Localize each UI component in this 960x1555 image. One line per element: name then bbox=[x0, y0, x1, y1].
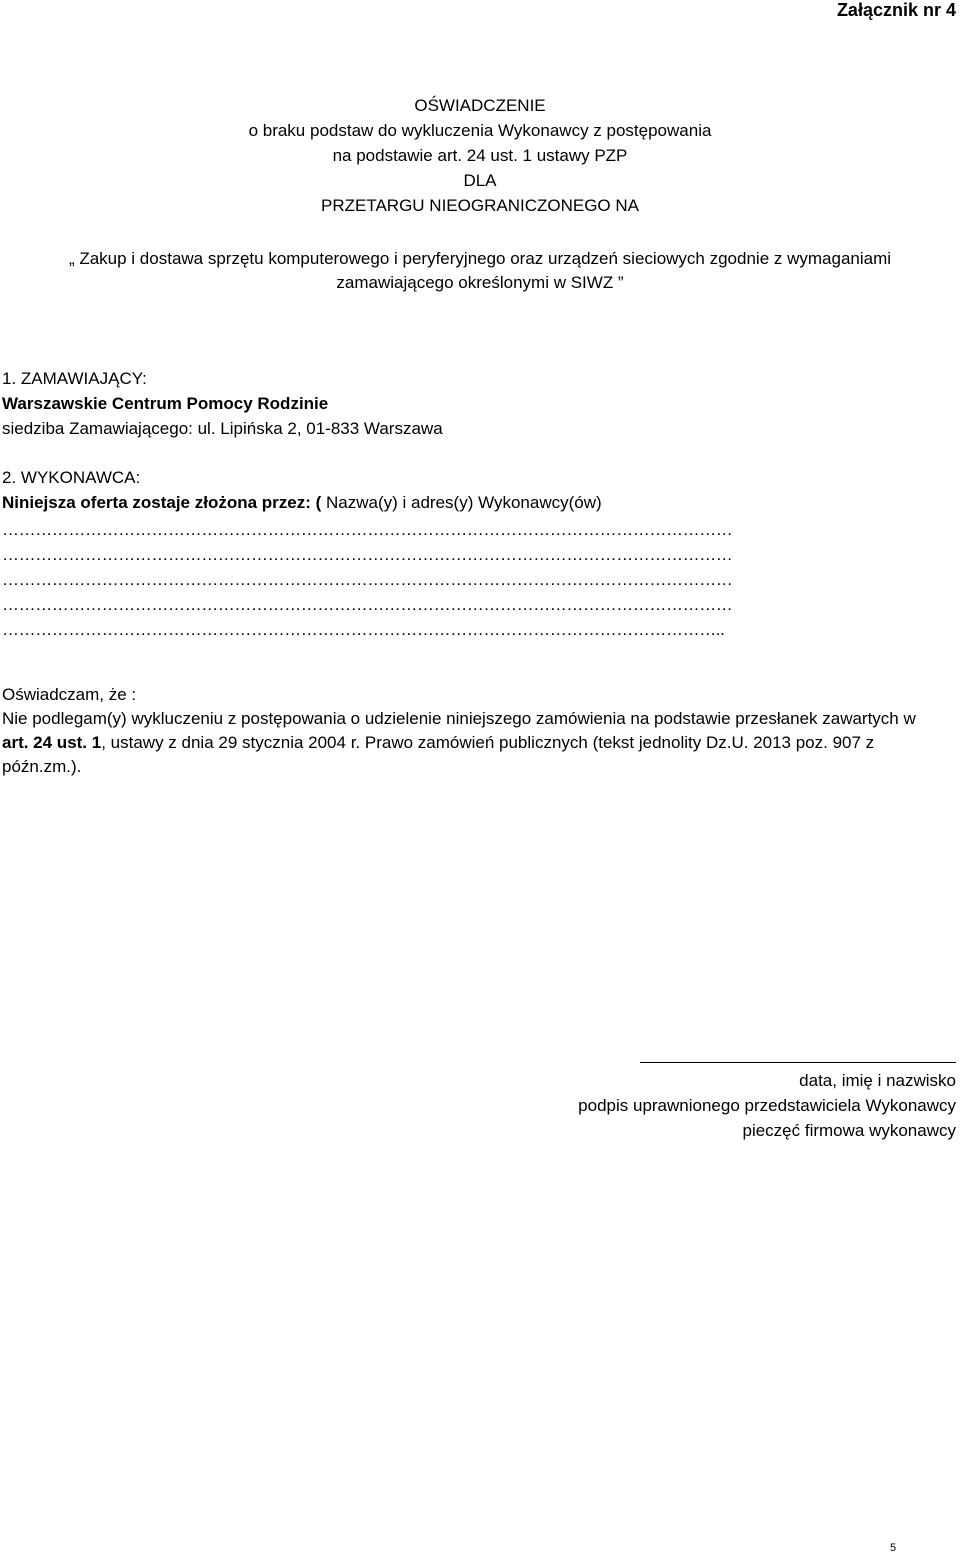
annex-label: Załącznik nr 4 bbox=[836, 0, 956, 20]
declaration-article: art. 24 ust. 1 bbox=[2, 733, 102, 752]
contractor-fill-line-3[interactable]: …………………………………………………………………………………………………………………… bbox=[2, 570, 733, 589]
signature-caption bbox=[536, 1068, 956, 1143]
section2-heading: 2. WYKONAWCA: bbox=[2, 468, 141, 487]
contractor-fill-line-4[interactable]: …………………………………………………………………………………………………………………… bbox=[2, 595, 733, 614]
contractor-fill-line-2[interactable]: …………………………………………………………………………………………………………………… bbox=[2, 545, 733, 564]
authority-address: siedziba Zamawiającego: ul. Lipińska 2, 01-833 Warszawa bbox=[2, 419, 443, 438]
signature-caption-line-2: podpis uprawnionego przedstawiciela Wykonawcy bbox=[578, 1096, 956, 1115]
page-number: 5 bbox=[890, 1542, 897, 1554]
tender-subject bbox=[0, 247, 960, 295]
contractor-section bbox=[2, 465, 602, 515]
signature-caption-line-3: pieczęć firmowa wykonawcy bbox=[742, 1121, 956, 1140]
declaration-part-1: Nie podlegam(y) wykluczeniu z postępowania o udzielenie niniejszego zamówienia na podstawie przesłanek zawartych w bbox=[2, 709, 916, 728]
contractor-lead bbox=[2, 490, 602, 515]
declaration-text bbox=[2, 707, 942, 779]
contractor-fill-line-5[interactable]: ………………………………………………………………………………………………………………….. bbox=[2, 620, 725, 639]
contracting-authority-section bbox=[2, 366, 443, 441]
section1-heading: 1. ZAMAWIAJĄCY: bbox=[2, 369, 147, 388]
title-line-4: DLA bbox=[463, 171, 497, 190]
title-line-5: PRZETARGU NIEOGRANICZONEGO NA bbox=[321, 196, 639, 215]
title-line-2: o braku podstaw do wykluczenia Wykonawcy z postępowania bbox=[248, 121, 712, 140]
document-title bbox=[0, 93, 960, 218]
contractor-lead-normal: Nazwa(y) i adres(y) Wykonawcy(ów) bbox=[321, 493, 602, 512]
title-line-1: OŚWIADCZENIE bbox=[414, 96, 546, 115]
declaration-part-3: , ustawy z dnia 29 stycznia 2004 r. Prawo zamówień publicznych (tekst jednolity Dz.U. 2013 poz. 907 z późn.zm.). bbox=[2, 733, 875, 776]
declaration-intro: Oświadczam, że : bbox=[2, 685, 137, 704]
contractor-fill-line-1[interactable]: …………………………………………………………………………………………………………………… bbox=[2, 520, 733, 539]
subject-line-1: „ Zakup i dostawa sprzętu komputerowego i peryferyjnego oraz urządzeń sieciowych zgodnie z wymaganiami bbox=[68, 249, 892, 268]
signature-caption-line-1: data, imię i nazwisko bbox=[799, 1071, 956, 1090]
contractor-lead-bold: Niniejsza oferta zostaje złożona przez: ( bbox=[2, 493, 322, 512]
signature-line bbox=[640, 1062, 956, 1063]
title-line-3: na podstawie art. 24 ust. 1 ustawy PZP bbox=[332, 146, 628, 165]
authority-name: Warszawskie Centrum Pomocy Rodzinie bbox=[2, 394, 329, 413]
subject-line-2: zamawiającego określonymi w SIWZ ” bbox=[336, 273, 624, 292]
